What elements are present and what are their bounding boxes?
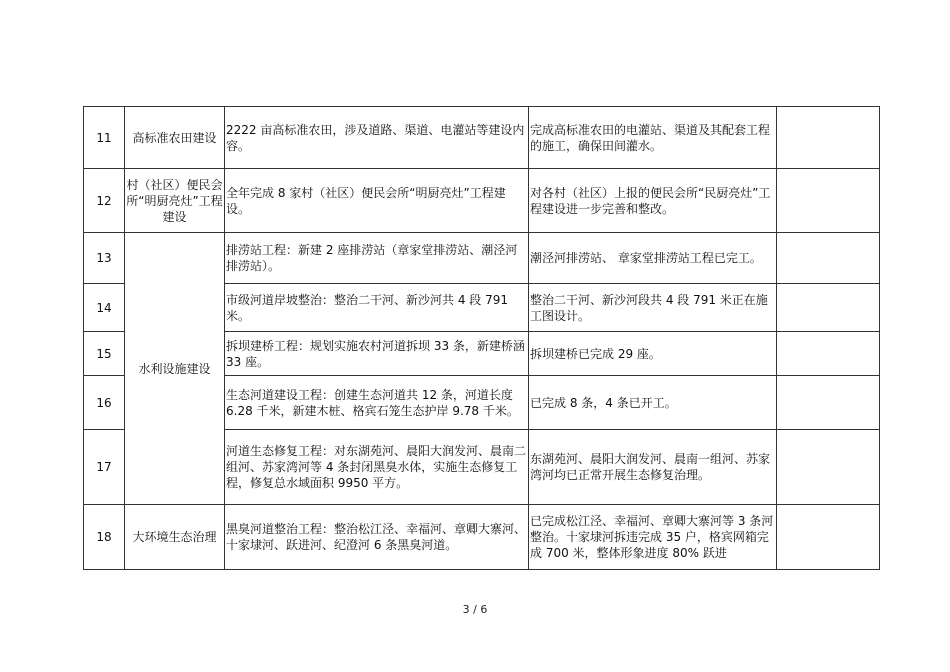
row-progress: 拆坝建桥已完成 29 座。 [529, 332, 777, 376]
table-row [84, 169, 880, 233]
row-content: 黑臭河道整治工程：整治松江泾、幸福河、章卿大寨河、十家埭河、跃进河、纪澄河 6 条黑臭河道。 [225, 505, 529, 570]
row-remark [777, 169, 880, 233]
row-content: 市级河道岸坡整治：整治二干河、新沙河共 4 段 791 米。 [225, 284, 529, 332]
row-number: 14 [84, 284, 125, 332]
row-progress: 整治二干河、新沙河段共 4 段 791 米正在施工图设计。 [529, 284, 777, 332]
row-number: 12 [84, 169, 125, 233]
row-number: 18 [84, 505, 125, 570]
row-content: 河道生态修复工程：对东湖苑河、晨阳大润发河、晨南二组河、苏家湾河等 4 条封闭黑臭水体，实施生态修复工程，修复总水域面积 9950 平方。 [225, 430, 529, 505]
row-remark [777, 284, 880, 332]
row-remark [777, 376, 880, 430]
table-row [84, 107, 880, 169]
row-category: 高标准农田建设 [125, 107, 225, 169]
page-number: 3 / 6 [462, 603, 488, 616]
table-row [84, 233, 880, 284]
row-number: 11 [84, 107, 125, 169]
row-content: 全年完成 8 家村（社区）便民会所“明厨亮灶”工程建设。 [225, 169, 529, 233]
row-number: 15 [84, 332, 125, 376]
project-table [83, 106, 880, 570]
row-remark [777, 107, 880, 169]
row-content: 生态河道建设工程：创建生态河道共 12 条，河道长度 6.28 千米，新建木桩、格宾石笼生态护岸 9.78 千米。 [225, 376, 529, 430]
row-category: 村（社区）便民会所“明厨亮灶”工程建设 [125, 169, 225, 233]
row-remark [777, 430, 880, 505]
row-content: 拆坝建桥工程：规划实施农村河道拆坝 33 条，新建桥涵 33 座。 [225, 332, 529, 376]
row-category: 大环境生态治理 [125, 505, 225, 570]
row-remark [777, 505, 880, 570]
row-content: 排涝站工程：新建 2 座排涝站（章家堂排涝站、潮泾河排涝站）。 [225, 233, 529, 284]
row-remark [777, 332, 880, 376]
row-content: 2222 亩高标准农田，涉及道路、渠道、电灌站等建设内容。 [225, 107, 529, 169]
row-progress: 完成高标准农田的电灌站、渠道及其配套工程的施工，确保田间灌水。 [529, 107, 777, 169]
row-number: 17 [84, 430, 125, 505]
row-progress: 东湖苑河、晨阳大润发河、晨南一组河、苏家湾河均已正常开展生态修复治理。 [529, 430, 777, 505]
table-row [84, 505, 880, 570]
row-category: 水利设施建设 [125, 233, 225, 505]
row-progress: 对各村（社区）上报的便民会所“民厨亮灶”工程建设进一步完善和整改。 [529, 169, 777, 233]
row-progress: 潮泾河排涝站、 章家堂排涝站工程已完工。 [529, 233, 777, 284]
row-progress: 已完成 8 条，4 条已开工。 [529, 376, 777, 430]
row-number: 16 [84, 376, 125, 430]
row-progress: 已完成松江泾、幸福河、章卿大寨河等 3 条河整治。十家埭河拆违完成 35 户，格宾网箱完成 700 米，整体形象进度 80% 跃进 [529, 505, 777, 570]
row-remark [777, 233, 880, 284]
row-number: 13 [84, 233, 125, 284]
